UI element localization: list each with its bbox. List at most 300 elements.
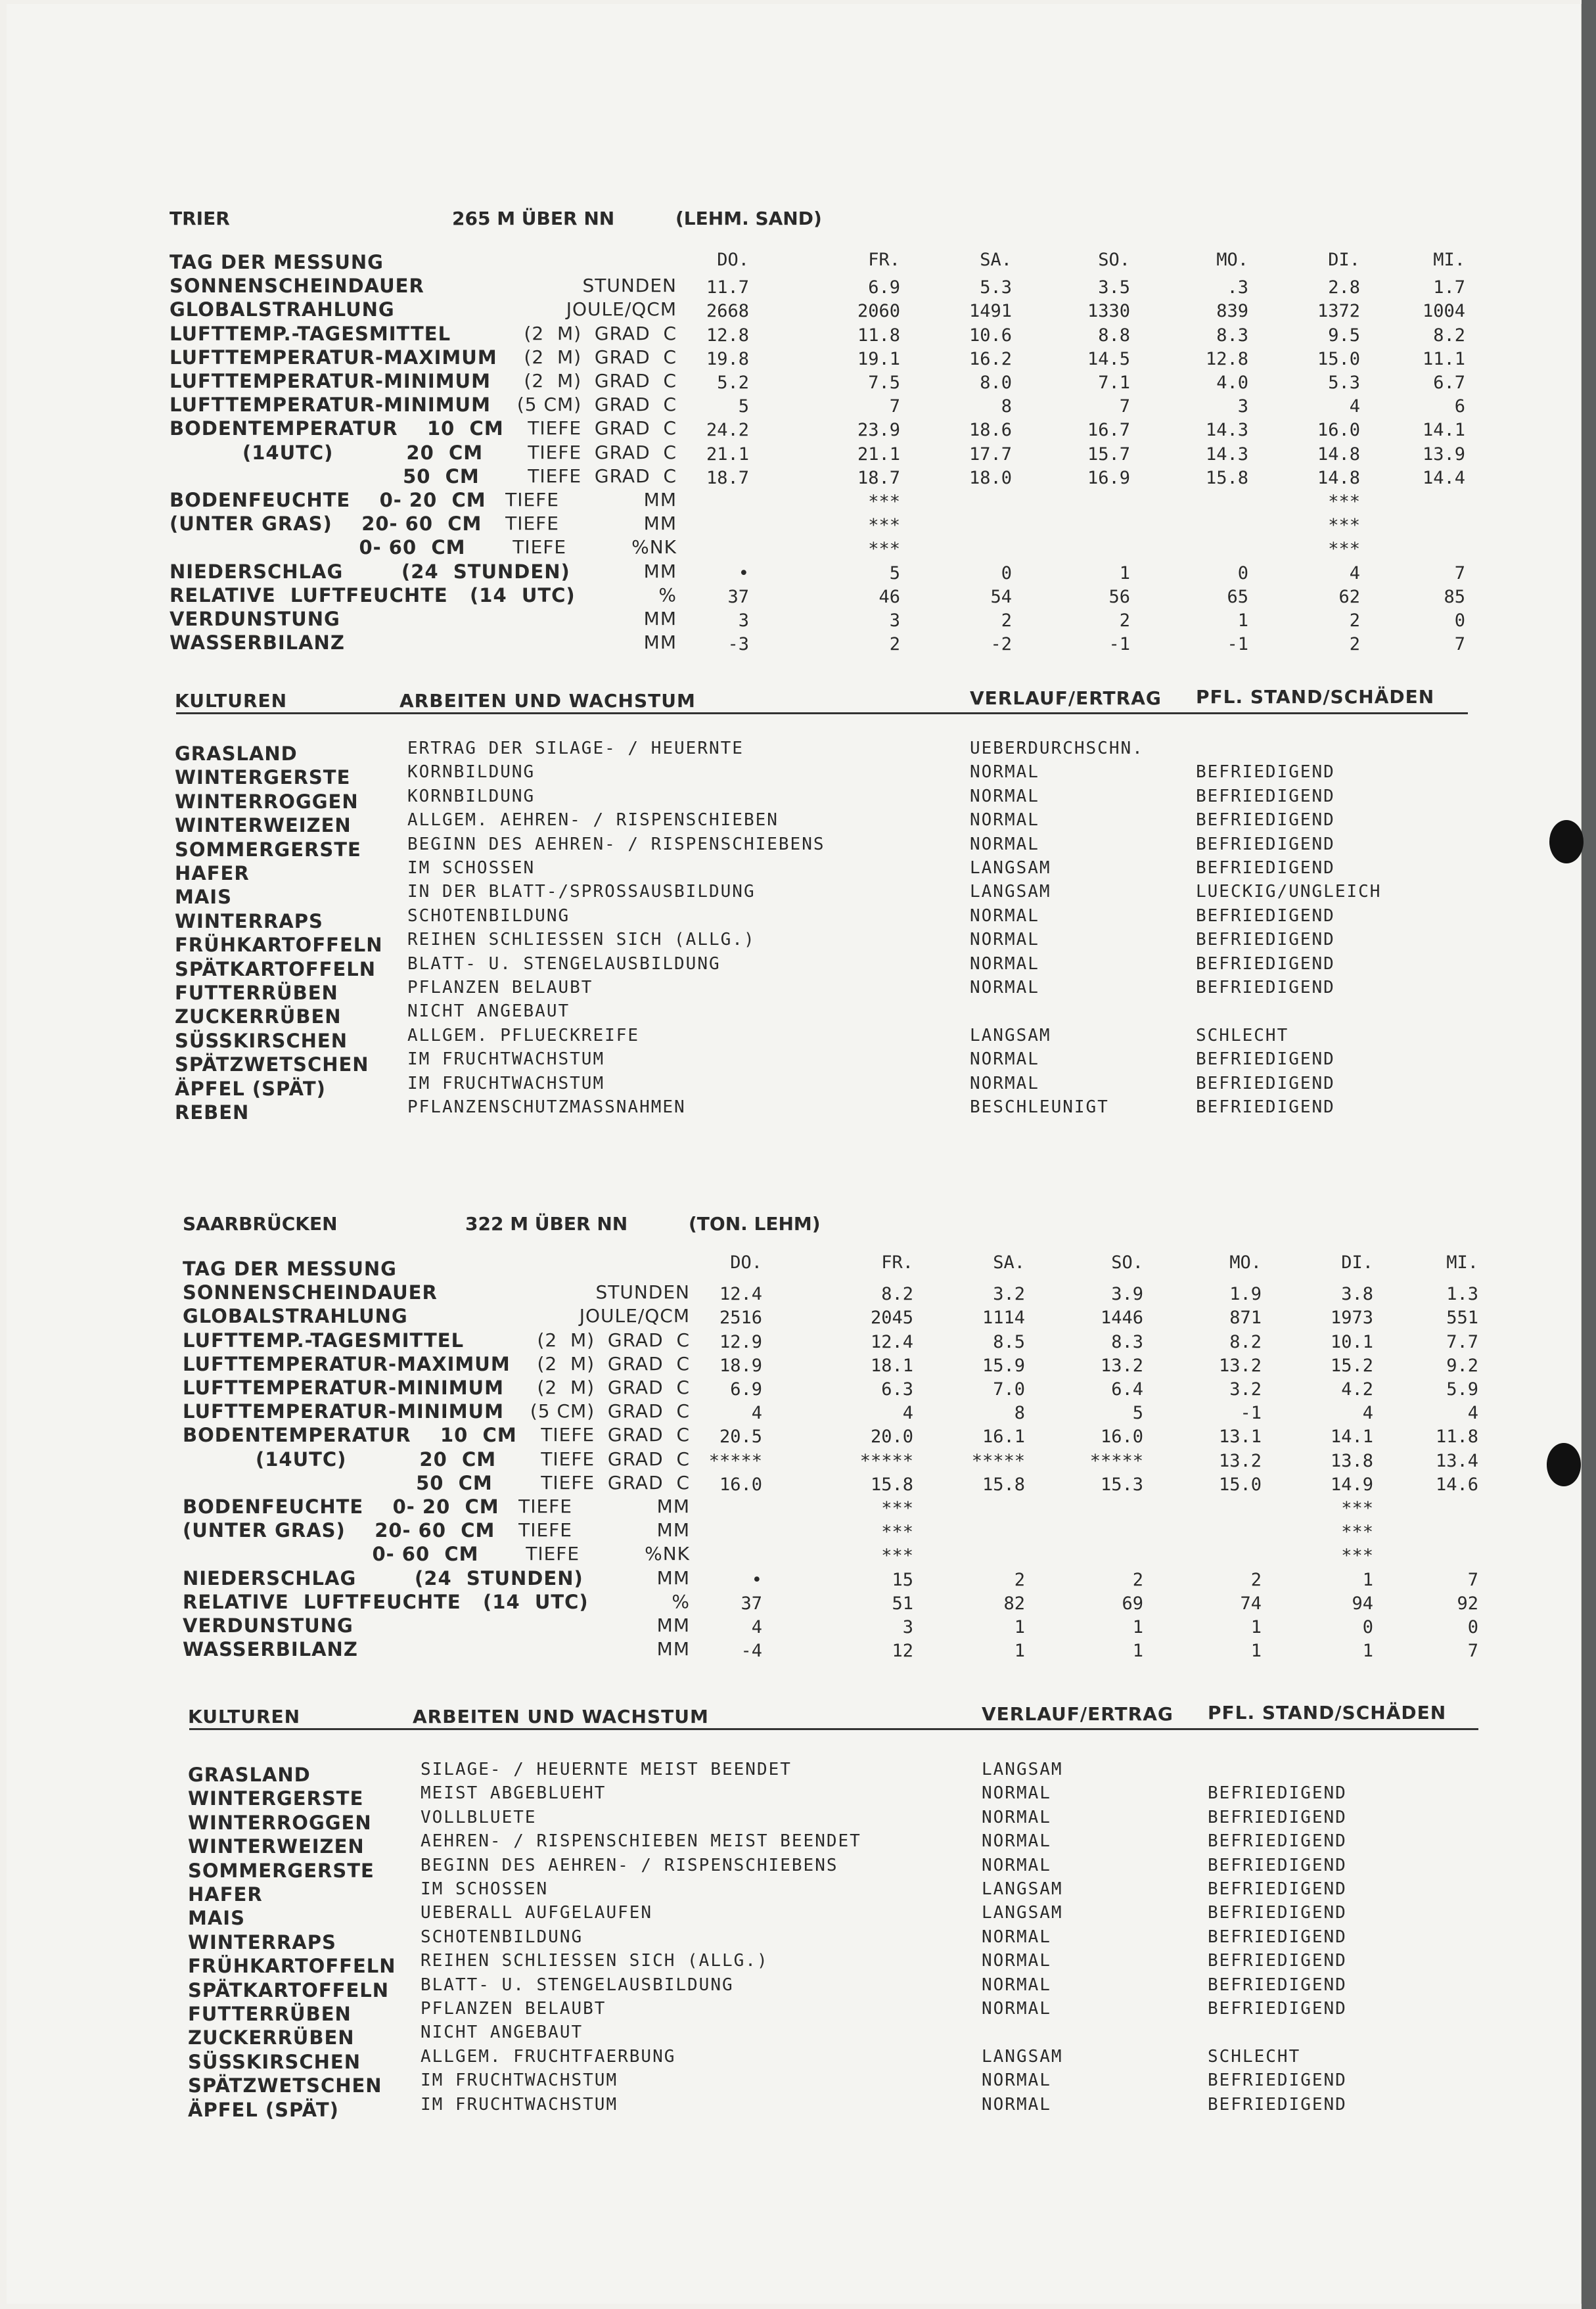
crop-name: FRÜHKARTOFFELN — [175, 934, 383, 957]
measurement-value: 4 — [902, 1403, 913, 1424]
crop-arbeiten: MEIST ABGEBLUEHT — [421, 1783, 606, 1804]
crop-verlauf: LANGSAM — [970, 882, 1051, 902]
measurement-label: LUFTTEMPERATUR-MINIMUM — [183, 1377, 504, 1399]
crop-verlauf: NORMAL — [982, 1999, 1051, 2019]
measurement-unit: MM — [643, 560, 677, 582]
kulturen-header: KULTUREN — [188, 1706, 301, 1727]
measurement-value: 4 — [1362, 1403, 1373, 1424]
measurement-value: 6.9 — [730, 1379, 762, 1400]
measurement-unit: MM — [643, 608, 677, 629]
measurement-label: RELATIVE LUFTFEUCHTE (14 UTC) — [183, 1590, 589, 1613]
crop-name: SPÄTZWETSCHEN — [188, 2074, 382, 2097]
crop-stand: BEFRIEDIGEND — [1196, 930, 1335, 950]
measurement-value: 8.0 — [980, 373, 1012, 393]
day-header: DO. — [730, 1252, 762, 1273]
measurement-unit: TIEFE GRAD C — [541, 1448, 690, 1470]
measurement-unit: TIEFE MM — [505, 513, 677, 535]
measurement-value: 14.3 — [1205, 420, 1248, 441]
measurement-value: 5 — [738, 396, 749, 417]
crop-name: ÄPFEL (SPÄT) — [188, 2098, 339, 2121]
measurement-value: 2 — [1119, 610, 1130, 631]
measurement-label: 0- 60 CM — [170, 536, 466, 559]
crop-stand: BEFRIEDIGEND — [1196, 1073, 1335, 1093]
measurement-value: 4 — [751, 1403, 762, 1424]
crop-verlauf: NORMAL — [982, 1927, 1051, 1947]
measurement-value: 1973 — [1330, 1308, 1373, 1329]
measurement-value: 1004 — [1422, 301, 1465, 322]
measurement-value: 11.8 — [857, 325, 900, 346]
crop-arbeiten: ALLGEM. FRUCHTFAERBUNG — [421, 2046, 676, 2067]
crop-stand: BEFRIEDIGEND — [1208, 1975, 1347, 1995]
measurement-value: 1 — [1362, 1641, 1373, 1662]
measurement-unit: (2 M) GRAD C — [524, 370, 677, 392]
day-header: MO. — [1216, 250, 1248, 270]
measurement-value: *** — [868, 539, 900, 560]
measurement-label: LUFTTEMPERATUR-MAXIMUM — [170, 346, 497, 369]
measurement-unit: TIEFE %NK — [526, 1543, 690, 1565]
measurement-label: LUFTTEMPERATUR-MINIMUM — [183, 1400, 504, 1423]
measurement-value: 5.9 — [1446, 1379, 1478, 1400]
measurement-value: 13.2 — [1218, 1450, 1262, 1471]
measurement-value: 85 — [1444, 586, 1465, 607]
crop-arbeiten: NICHT ANGEBAUT — [407, 1001, 570, 1022]
measurement-value: 16.9 — [1087, 467, 1130, 488]
measurement-value: 2060 — [857, 301, 900, 322]
measurement-value: 24.2 — [706, 420, 749, 441]
measurement-unit: % — [658, 583, 677, 606]
measurement-value: 15.8 — [870, 1474, 913, 1495]
section-rule — [176, 712, 1468, 714]
crop-name: SOMMERGERSTE — [175, 838, 361, 861]
measurement-value: *** — [1341, 1498, 1373, 1519]
crop-name: MAIS — [175, 886, 232, 909]
crop-arbeiten: REIHEN SCHLIESSEN SICH (ALLG.) — [407, 930, 756, 950]
crop-verlauf: NORMAL — [970, 953, 1039, 974]
crop-verlauf: NORMAL — [970, 810, 1039, 831]
crop-verlauf: NORMAL — [970, 834, 1039, 854]
measurement-value: 21.1 — [706, 444, 749, 465]
crop-stand: BEFRIEDIGEND — [1196, 858, 1335, 878]
measurement-value: 16.7 — [1087, 420, 1130, 441]
measurement-value: 1.3 — [1446, 1284, 1478, 1305]
measurement-value: 13.2 — [1100, 1355, 1143, 1376]
measurement-value: 17.7 — [969, 444, 1012, 465]
measurement-value: 14.5 — [1087, 348, 1130, 369]
section-rule — [189, 1728, 1478, 1730]
crop-verlauf: NORMAL — [970, 1073, 1039, 1093]
measurement-value: 23.9 — [857, 420, 900, 441]
measurement-value: 82 — [1003, 1593, 1025, 1614]
measurement-value: 7 — [1454, 562, 1465, 583]
measurement-unit: STUNDEN — [582, 275, 677, 297]
measurement-value: 9.5 — [1328, 325, 1360, 346]
crop-stand: BEFRIEDIGEND — [1196, 1097, 1335, 1117]
measurement-label: LUFTTEMP.-TAGESMITTEL — [183, 1329, 465, 1352]
crop-name: HAFER — [175, 862, 250, 884]
measurement-value: 8 — [1001, 396, 1012, 417]
measurement-label: BODENTEMPERATUR 10 CM — [183, 1424, 517, 1447]
measurement-value: 13.9 — [1422, 444, 1465, 465]
measurement-label: 0- 60 CM — [183, 1543, 479, 1566]
measurement-value: 2 — [1349, 634, 1360, 655]
crop-arbeiten: SCHOTENBILDUNG — [407, 905, 570, 926]
measurement-value: 7.7 — [1446, 1331, 1478, 1352]
crop-arbeiten: IM SCHOSSEN — [407, 858, 536, 878]
crop-arbeiten: IM FRUCHTWACHSTUM — [421, 2070, 618, 2091]
measurement-value: 2 — [1349, 610, 1360, 631]
measurement-value: 1 — [1119, 562, 1130, 583]
measurement-value: 18.1 — [870, 1355, 913, 1376]
measurement-unit: (2 M) GRAD C — [524, 346, 677, 368]
crop-verlauf: NORMAL — [982, 1951, 1051, 1971]
stand-header: PFL. STAND/SCHÄDEN — [1208, 1702, 1447, 1724]
crop-name: FUTTERRÜBEN — [188, 2003, 352, 2025]
measurement-unit: TIEFE MM — [505, 489, 677, 511]
measurement-value: *** — [1341, 1522, 1373, 1543]
measurement-value: 1446 — [1100, 1308, 1143, 1329]
measurement-unit: JOULE/QCM — [566, 298, 677, 321]
crop-stand: BEFRIEDIGEND — [1196, 978, 1335, 997]
measurement-value: -1 — [1108, 634, 1130, 655]
measurement-value: 18.6 — [969, 420, 1012, 441]
crop-arbeiten: SILAGE- / HEUERNTE MEIST BEENDET — [421, 1760, 792, 1779]
measurement-value: 8.5 — [993, 1331, 1025, 1352]
measurement-value: 14.8 — [1317, 467, 1360, 488]
crop-stand: BEFRIEDIGEND — [1196, 905, 1335, 926]
measurement-value: ***** — [971, 1450, 1025, 1471]
measurement-value: 10.6 — [969, 325, 1012, 346]
measurement-value: 14.1 — [1330, 1427, 1373, 1448]
crop-arbeiten: SCHOTENBILDUNG — [421, 1927, 583, 1947]
measurement-value: 1 — [1362, 1569, 1373, 1590]
measurement-value: 14.1 — [1422, 420, 1465, 441]
scan-edge — [1582, 0, 1596, 2309]
measurement-value: 54 — [990, 586, 1012, 607]
measurement-value: 6.4 — [1111, 1379, 1143, 1400]
measurement-value: 2668 — [706, 301, 749, 322]
crop-stand: BEFRIEDIGEND — [1208, 2070, 1347, 2091]
measurement-label: BODENTEMPERATUR 10 CM — [170, 417, 504, 440]
measurement-label: 50 CM — [170, 465, 480, 488]
measurement-value: 3.2 — [1229, 1379, 1262, 1400]
measurement-value: 7 — [1119, 396, 1130, 417]
measurement-label: (UNTER GRAS) 20- 60 CM — [170, 513, 482, 536]
measurement-label: SONNENSCHEINDAUER — [183, 1281, 438, 1304]
crop-name: WINTERRAPS — [188, 1931, 336, 1954]
measurement-value: 12.9 — [719, 1331, 762, 1352]
stand-header: PFL. STAND/SCHÄDEN — [1196, 686, 1435, 708]
measurement-value: 1491 — [969, 301, 1012, 322]
measurement-value: 6.7 — [1433, 373, 1465, 393]
measurement-value: *** — [1328, 492, 1360, 512]
measurement-value: 1 — [1250, 1617, 1262, 1637]
measurement-value: 4 — [1467, 1403, 1478, 1424]
crop-verlauf: NORMAL — [982, 2094, 1051, 2115]
measurement-value: 74 — [1240, 1593, 1262, 1614]
measurement-value: *** — [1341, 1545, 1373, 1566]
measurement-value: 37 — [727, 586, 749, 607]
crop-arbeiten: IM FRUCHTWACHSTUM — [407, 1049, 605, 1070]
measurement-value: 14.6 — [1435, 1474, 1478, 1495]
measurement-value: 6.9 — [868, 277, 900, 298]
crop-stand: BEFRIEDIGEND — [1208, 1831, 1347, 1852]
measurement-value: 12.8 — [706, 325, 749, 346]
measurement-value: 16.1 — [982, 1427, 1025, 1448]
crop-verlauf: NORMAL — [982, 1855, 1051, 1875]
crop-verlauf: NORMAL — [970, 978, 1039, 997]
crop-name: WINTERGERSTE — [175, 766, 351, 789]
measurement-unit: TIEFE %NK — [513, 536, 677, 559]
measurement-value: 13.8 — [1330, 1450, 1373, 1471]
measurement-value: -1 — [1227, 634, 1248, 655]
crop-name: REBEN — [175, 1101, 250, 1124]
crop-name: SPÄTKARTOFFELN — [188, 1978, 390, 2001]
crop-stand: LUECKIG/UNGLEICH — [1196, 882, 1382, 902]
measurement-value: 14.4 — [1422, 467, 1465, 488]
measurement-value: 18.9 — [719, 1355, 762, 1376]
measurement-value: 7 — [1467, 1641, 1478, 1662]
measurement-label: WASSERBILANZ — [170, 631, 345, 654]
measurement-label: VERDUNSTUNG — [183, 1614, 353, 1637]
measurement-value: 12.8 — [1205, 348, 1248, 369]
measurement-label: 50 CM — [183, 1471, 493, 1494]
measurement-value: 14.9 — [1330, 1474, 1373, 1495]
crop-stand: BEFRIEDIGEND — [1196, 834, 1335, 854]
crop-verlauf: NORMAL — [982, 1831, 1051, 1852]
measurement-value: 2045 — [870, 1308, 913, 1329]
crop-verlauf: NORMAL — [982, 1975, 1051, 1995]
crop-arbeiten: ALLGEM. PFLUECKREIFE — [407, 1025, 640, 1045]
crop-verlauf: BESCHLEUNIGT — [970, 1097, 1109, 1117]
crop-verlauf: NORMAL — [970, 786, 1039, 806]
measurement-value: 2 — [1001, 610, 1012, 631]
crop-name: WINTERWEIZEN — [188, 1835, 365, 1858]
measurement-unit: TIEFE GRAD C — [541, 1471, 690, 1494]
measurement-value: 18.7 — [857, 467, 900, 488]
crop-name: GRASLAND — [175, 743, 298, 765]
measurement-value: 20.5 — [719, 1427, 762, 1448]
measurement-value: 7 — [1454, 634, 1465, 655]
measurement-value: 1330 — [1087, 301, 1130, 322]
measurement-unit: (2 M) GRAD C — [524, 322, 677, 344]
measurement-value: 8.3 — [1111, 1331, 1143, 1352]
measurement-value: 3.9 — [1111, 1284, 1143, 1305]
crop-name: WINTERRAPS — [175, 909, 323, 932]
measurement-label: NIEDERSCHLAG (24 STUNDEN) — [170, 560, 570, 583]
day-header: SA. — [993, 1252, 1025, 1273]
crop-stand: BEFRIEDIGEND — [1208, 2094, 1347, 2115]
measurement-label: SONNENSCHEINDAUER — [170, 275, 424, 298]
crop-arbeiten: ALLGEM. AEHREN- / RISPENSCHIEBEN — [407, 810, 779, 831]
measurement-value: 15.0 — [1218, 1474, 1262, 1495]
measurement-value: 1372 — [1317, 301, 1360, 322]
measurement-value: 0 — [1362, 1617, 1373, 1637]
measurement-value: 13.1 — [1218, 1427, 1262, 1448]
measurement-value: 69 — [1122, 1593, 1143, 1614]
measurement-value: 7.1 — [1098, 373, 1130, 393]
measurement-label: NIEDERSCHLAG (24 STUNDEN) — [183, 1566, 583, 1589]
measurement-unit: MM — [656, 1638, 690, 1660]
crop-stand: BEFRIEDIGEND — [1196, 762, 1335, 783]
arbeiten-header: ARBEITEN UND WACHSTUM — [413, 1706, 709, 1727]
measurement-value: 8.2 — [1229, 1331, 1262, 1352]
measurement-unit: MM — [656, 1614, 690, 1636]
crop-arbeiten: BLATT- U. STENGELAUSBILDUNG — [421, 1975, 734, 1995]
measurement-label: (14UTC) 20 CM — [183, 1448, 497, 1471]
measurement-value: 8.3 — [1216, 325, 1248, 346]
crop-stand: BEFRIEDIGEND — [1196, 810, 1335, 831]
measurement-value: 13.2 — [1218, 1355, 1262, 1376]
crop-arbeiten: BEGINN DES AEHREN- / RISPENSCHIEBENS — [407, 834, 825, 854]
crop-stand: BEFRIEDIGEND — [1208, 1783, 1347, 1804]
crop-arbeiten: PFLANZEN BELAUBT — [421, 1999, 606, 2019]
crop-verlauf: LANGSAM — [970, 1025, 1051, 1045]
crop-name: ZUCKERRÜBEN — [175, 1005, 342, 1028]
measurement-unit: % — [672, 1590, 690, 1612]
measurement-value: 7.5 — [868, 373, 900, 393]
measurement-value: 13.4 — [1435, 1450, 1478, 1471]
measurement-value: 6.3 — [881, 1379, 913, 1400]
measurement-value: 8 — [1014, 1403, 1025, 1424]
measurement-value: 1 — [1014, 1641, 1025, 1662]
crop-verlauf: LANGSAM — [982, 1879, 1063, 1899]
measurement-value: *** — [881, 1545, 913, 1566]
measurement-label: BODENFEUCHTE 0- 20 CM — [170, 489, 486, 511]
day-header: DI. — [1328, 250, 1360, 270]
measurement-value: 6 — [1454, 396, 1465, 417]
measurement-value: 65 — [1227, 586, 1248, 607]
measurement-value: 1 — [1014, 1617, 1025, 1637]
crop-name: SÜSSKIRSCHEN — [188, 2050, 361, 2073]
crop-stand: BEFRIEDIGEND — [1196, 1049, 1335, 1070]
measurement-value: 5.2 — [717, 373, 749, 393]
measurement-value: -1 — [1240, 1403, 1262, 1424]
crop-stand: BEFRIEDIGEND — [1208, 1999, 1347, 2019]
measurement-label: (UNTER GRAS) 20- 60 CM — [183, 1519, 495, 1542]
crop-arbeiten: AEHREN- / RISPENSCHIEBEN MEIST BEENDET — [421, 1831, 861, 1852]
measurement-unit: TIEFE MM — [518, 1496, 690, 1517]
measurement-value: 15.3 — [1100, 1474, 1143, 1495]
measurement-value: 7.0 — [993, 1379, 1025, 1400]
measurement-value: 14.3 — [1205, 444, 1248, 465]
measurement-unit: TIEFE GRAD C — [528, 465, 677, 487]
measurement-label: LUFTTEMPERATUR-MINIMUM — [170, 370, 491, 392]
measurement-value: 0 — [1237, 562, 1248, 583]
station-name: TRIER — [170, 208, 230, 229]
day-header: FR. — [868, 250, 900, 270]
crop-verlauf: NORMAL — [970, 762, 1039, 783]
crop-name: ZUCKERRÜBEN — [188, 2026, 355, 2049]
measurement-value: 19.1 — [857, 348, 900, 369]
crop-verlauf: UEBERDURCHSCHN. — [970, 739, 1144, 758]
crop-stand: BEFRIEDIGEND — [1208, 1903, 1347, 1923]
crop-verlauf: NORMAL — [982, 2070, 1051, 2091]
measurement-value: 2 — [1014, 1569, 1025, 1590]
crop-verlauf: LANGSAM — [982, 1903, 1063, 1923]
crop-name: HAFER — [188, 1883, 263, 1906]
measurement-value: 11.7 — [706, 277, 749, 298]
measurement-value: -4 — [741, 1641, 762, 1662]
measurement-value: 1 — [1250, 1641, 1262, 1662]
measurement-value: 37 — [741, 1593, 762, 1614]
measurement-value: 2 — [889, 634, 900, 655]
measurement-unit: (5 CM) GRAD C — [516, 394, 677, 416]
measurement-value: 12 — [892, 1641, 913, 1662]
measurement-unit: (2 M) GRAD C — [537, 1329, 690, 1351]
measurement-value: 94 — [1352, 1593, 1373, 1614]
crop-name: ÄPFEL (SPÄT) — [175, 1077, 326, 1100]
measurement-value: 7 — [889, 396, 900, 417]
measurement-value: *** — [868, 515, 900, 536]
measurement-value: 20.0 — [870, 1427, 913, 1448]
crop-stand: BEFRIEDIGEND — [1208, 1855, 1347, 1875]
measurement-value: .3 — [1227, 277, 1248, 298]
measurement-unit: (5 CM) GRAD C — [530, 1400, 690, 1423]
crop-stand: SCHLECHT — [1208, 2046, 1301, 2067]
crop-arbeiten: UEBERALL AUFGELAUFEN — [421, 1903, 653, 1923]
measurement-label: GLOBALSTRAHLUNG — [183, 1305, 408, 1328]
measurement-value: 11.8 — [1435, 1427, 1478, 1448]
crop-arbeiten: KORNBILDUNG — [407, 762, 536, 783]
crop-stand: BEFRIEDIGEND — [1208, 1807, 1347, 1827]
measurement-value: 2 — [1132, 1569, 1143, 1590]
measurement-value: 15.9 — [982, 1355, 1025, 1376]
measurement-value: 1 — [1132, 1617, 1143, 1637]
measurement-value: 4 — [751, 1617, 762, 1637]
measurement-value: 2516 — [719, 1308, 762, 1329]
measurement-value: 0 — [1467, 1617, 1478, 1637]
crop-name: SPÄTKARTOFFELN — [175, 957, 376, 980]
measurement-value: 3 — [889, 610, 900, 631]
crop-arbeiten: NICHT ANGEBAUT — [421, 2023, 583, 2043]
measurement-value: 4 — [1349, 396, 1360, 417]
crop-name: WINTERROGGEN — [188, 1811, 372, 1834]
measurement-value: 8.8 — [1098, 325, 1130, 346]
verlauf-header: VERLAUF/ERTRAG — [970, 687, 1162, 709]
crop-stand: SCHLECHT — [1196, 1025, 1289, 1045]
measurement-unit: TIEFE MM — [518, 1519, 690, 1542]
measurement-value: 8.2 — [1433, 325, 1465, 346]
measurement-unit: STUNDEN — [595, 1281, 690, 1304]
measurement-value: 1 — [1132, 1641, 1143, 1662]
measurement-label: (14UTC) 20 CM — [170, 441, 484, 464]
crop-name: SPÄTZWETSCHEN — [175, 1053, 369, 1076]
measurement-value: 15.0 — [1317, 348, 1360, 369]
measurement-value: 0 — [1001, 562, 1012, 583]
crop-name: FRÜHKARTOFFELN — [188, 1955, 396, 1978]
measurement-label: GLOBALSTRAHLUNG — [170, 298, 395, 321]
measurement-value: ***** — [708, 1450, 762, 1471]
measurement-label: BODENFEUCHTE 0- 20 CM — [183, 1496, 499, 1518]
measurement-value: 5.3 — [1328, 373, 1360, 393]
crop-verlauf: NORMAL — [970, 905, 1039, 926]
day-header: FR. — [881, 1252, 913, 1273]
measurement-value: 5 — [1132, 1403, 1143, 1424]
measurement-value: 62 — [1338, 586, 1360, 607]
measurement-value: 1114 — [982, 1308, 1025, 1329]
crop-name: FUTTERRÜBEN — [175, 982, 338, 1004]
crop-verlauf: NORMAL — [982, 1807, 1051, 1827]
measurement-value: 3.8 — [1341, 1284, 1373, 1305]
crop-name: GRASLAND — [188, 1764, 311, 1786]
measurement-value: 46 — [878, 586, 900, 607]
crop-name: WINTERWEIZEN — [175, 814, 352, 837]
measurement-value: 3 — [902, 1617, 913, 1637]
measurement-value: 16.0 — [1100, 1427, 1143, 1448]
measurement-value: ***** — [1089, 1450, 1143, 1471]
crop-stand: BEFRIEDIGEND — [1208, 1951, 1347, 1971]
measurement-value: 18.7 — [706, 467, 749, 488]
